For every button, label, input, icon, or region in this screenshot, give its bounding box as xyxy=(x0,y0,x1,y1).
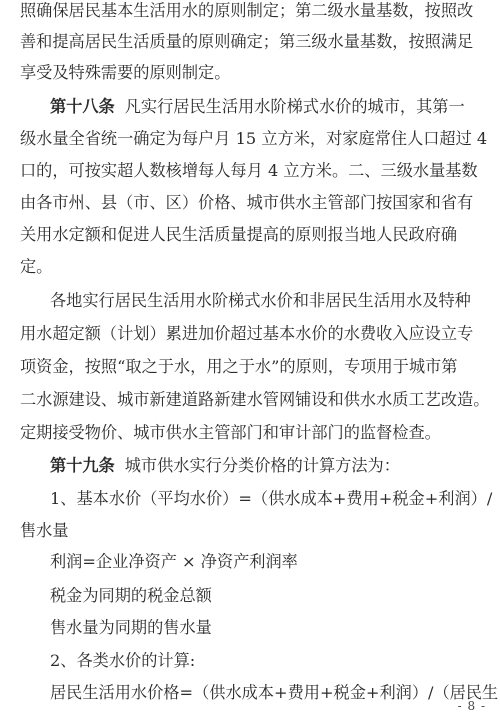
formula-line: 1、基本水价（平均水价）=（供水成本+费用+税金+利润）/ xyxy=(50,489,493,508)
formula-line: 居民生活用水价格=（供水成本+费用+税金+利润）/（居民生 xyxy=(50,683,499,702)
text-line: 定。 xyxy=(20,257,53,276)
text-line: 2、各类水价的计算: xyxy=(50,651,196,670)
article-19-line xyxy=(50,455,400,477)
article-19-heading: 第十九条 xyxy=(50,456,115,475)
text-line: 售水量为同期的售水量 xyxy=(50,618,212,637)
text-line: 项资金，按照“取之于水，用之于水”的原则，专项用于城市第 xyxy=(20,357,458,376)
text-line: 口的，可按实超人数核增每人每月 4 立方米。二、三级水量基数 xyxy=(20,161,478,180)
text-line: 级水量全省统一确定为每户月 15 立方米，对家庭常住人口超过 4 xyxy=(20,129,488,148)
article-18-line xyxy=(50,96,465,118)
text-line: 享受及特殊需要的原则制定。 xyxy=(20,63,231,82)
text-line: 由各市州、县（市、区）价格、城市供水主管部门按国家和省有 xyxy=(20,193,474,212)
text-line: 售水量 xyxy=(20,521,69,540)
text-line: 税金为同期的税金总额 xyxy=(50,586,212,605)
formula-line: 利润=企业净资产 × 净资产利润率 xyxy=(50,552,298,571)
article-18-heading: 第十八条 xyxy=(50,97,115,116)
text-line: 用水超定额（计划）累进加价超过基本水价的水费收入应设立专 xyxy=(20,324,474,343)
text-line: 定期接受物价、城市供水主管部门和审计部门的监督检查。 xyxy=(20,423,441,442)
text-line: 二水源建设、城市新建道路新建水管网铺设和供水水质工艺改造。 xyxy=(20,390,490,409)
article-18-text: 凡实行居民生活用水阶梯式水价的城市，其第一 xyxy=(124,97,465,116)
text-line: 关用水定额和促进人民生活质量提高的原则报当地人民政府确 xyxy=(20,225,458,244)
article-19-text: 城市供水实行分类价格的计算方法为： xyxy=(124,456,400,475)
paragraph-start: 各地实行居民生活用水阶梯式水价和非居民生活用水及特种 xyxy=(50,291,471,310)
text-line: 善和提高居民生活质量的原则确定；第三级水量基数，按照满足 xyxy=(20,32,474,51)
page-number: - 8 - xyxy=(457,699,486,713)
text-line: 照确保居民基本生活用水的原则制定；第二级水量基数，按照改 xyxy=(20,1,474,20)
